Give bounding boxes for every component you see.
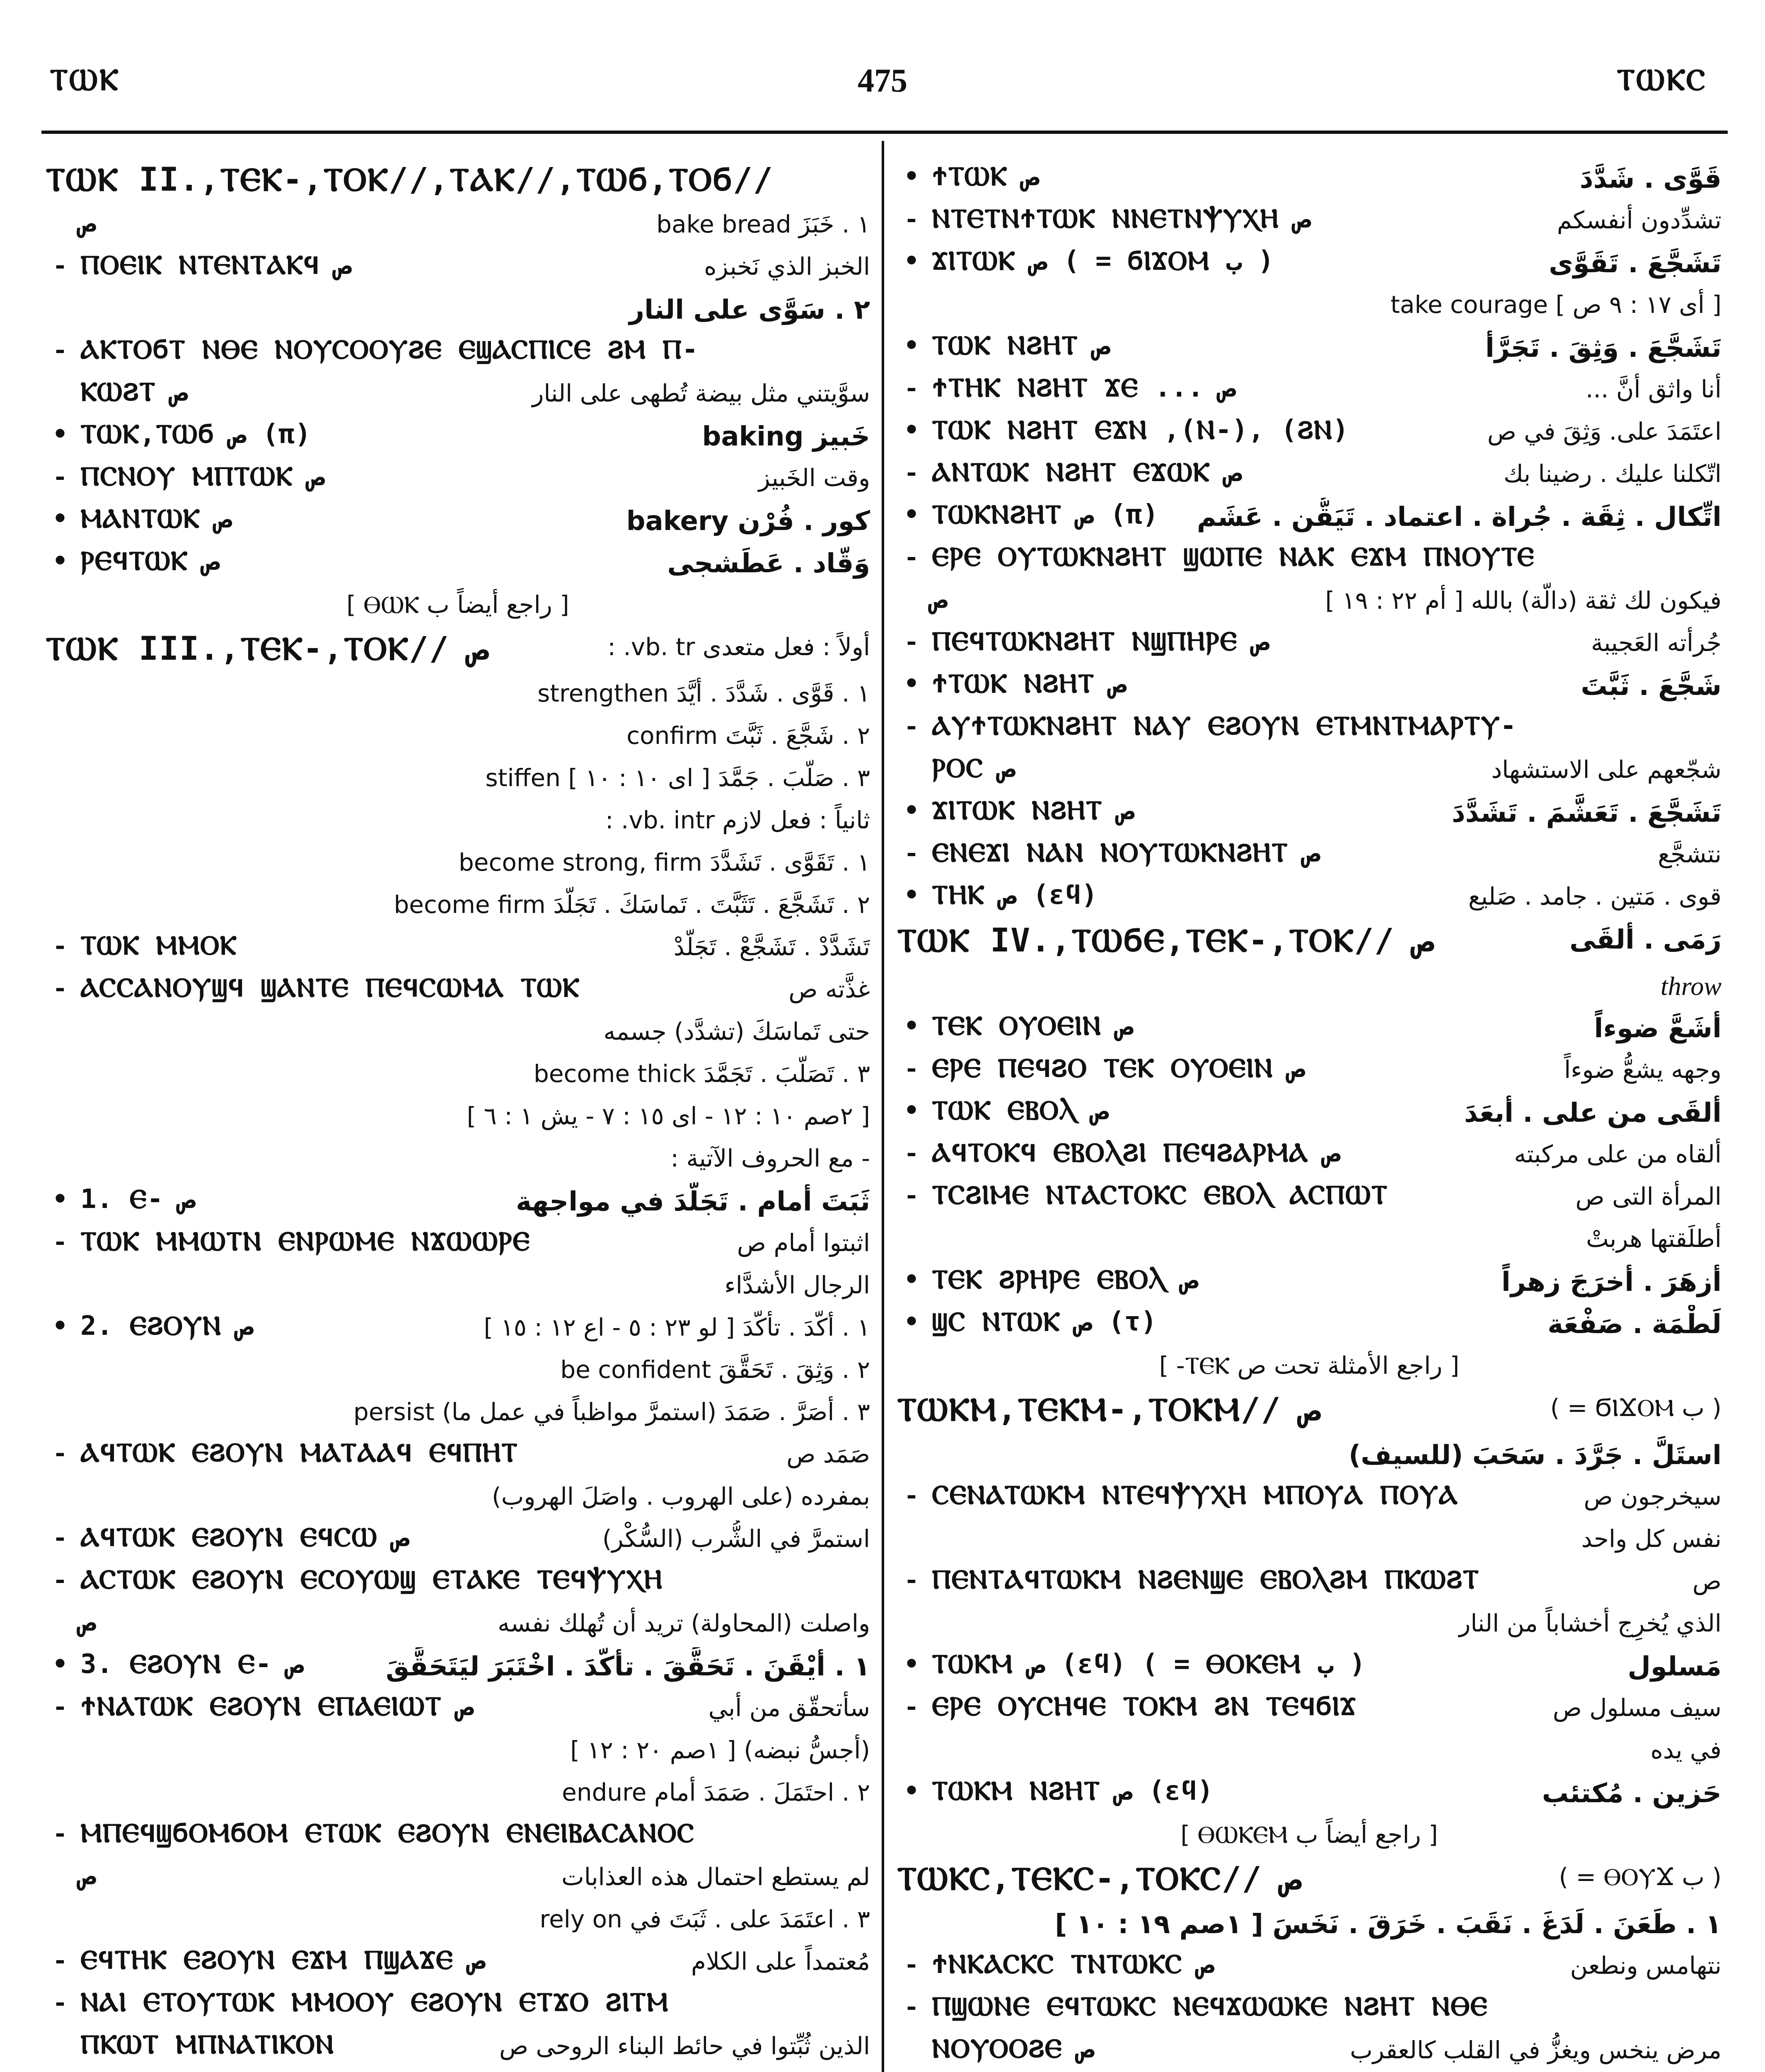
entry-line	[46, 544, 870, 586]
definition-text: ١ . قَوَّى . شَدَّدَ . أيَّدَ strengthen	[537, 679, 870, 707]
definition-text: ثانياً : فعل لازم vb. intr. :	[605, 806, 870, 834]
dash-marker: -	[906, 712, 917, 741]
dash-marker: -	[55, 462, 65, 491]
entry-line	[897, 413, 1721, 455]
bullet-marker: •	[903, 669, 920, 698]
definition-text: ٣ . اعتَمَدَ على . ثَبَتَ في rely on	[539, 1905, 870, 1933]
entry-line	[897, 371, 1721, 413]
headword-line	[897, 1859, 1721, 1905]
definition-text: نتهامس ونطعن	[1570, 1951, 1721, 1980]
header-rule	[41, 131, 1728, 134]
coptic-text: ص	[80, 1860, 97, 1891]
entry-line	[897, 1816, 1721, 1859]
headword: ⲦⲰⲔ IV.,ⲦⲰϬⲈ,ⲦⲈⲔ-,ⲦⲞⲔ// ص	[897, 922, 1435, 959]
coptic-text: ⲤⲈⲚⲀⲦⲰⲔⲘ ⲚⲦⲈϤⲮⲨⲬⲎ ⲘⲠⲞⲨⲀ ⲠⲞⲨⲀ	[932, 1480, 1458, 1510]
coptic-text: ϮⲦⲰⲔ ص	[932, 161, 1040, 192]
definition-text: نفس كل واحد	[1581, 1525, 1721, 1553]
entry-line	[897, 1520, 1721, 1563]
dash-marker: -	[55, 931, 65, 960]
definition-text: ١ . تَقَوَّى . تَشَدَّدَ become strong, firm	[458, 848, 870, 876]
entry-line	[46, 1563, 870, 1605]
cross-reference: [ راجع أيضاً ب ⲐⲰⲔ ]	[346, 591, 569, 619]
definition-text: throw	[1661, 971, 1721, 1001]
coptic-text: ⲦⲤϨⲒⲘⲈ ⲚⲦⲀⲤⲦⲞⲔⲤ ⲈⲂⲞⲖ ⲀⲤⲠⲰⲦ	[932, 1180, 1388, 1210]
definition-text: خَبيز baking	[702, 421, 870, 452]
entry-line	[897, 836, 1721, 878]
dash-marker: -	[906, 542, 917, 571]
entry-line	[46, 1098, 870, 1140]
entry-line	[46, 586, 870, 629]
coptic-text: ⲈϤⲦⲎⲔ ⲈϨⲞⲨⲚ ⲈϪⲘ ⲠϢⲀϪⲈ ص	[80, 1945, 486, 1975]
entry-line	[46, 929, 870, 971]
bullet-marker: •	[903, 247, 920, 276]
entry-line	[46, 502, 870, 544]
coptic-text: ص	[932, 584, 948, 615]
running-head-left: ⲦⲰⲔ	[50, 62, 120, 97]
coptic-text: ⲘⲠⲈϤϢϬⲞⲘϬⲞⲘ ⲈⲦⲰⲔ ⲈϨⲞⲨⲚ ⲈⲚⲈⲒⲂⲀⲤⲀⲚⲞⲤ	[80, 1818, 695, 1849]
definition-text: ص	[1692, 1567, 1721, 1595]
coptic-text: ⲠϢⲰⲚⲈ ⲈϤⲦⲰⲔⲤ ⲚⲈϤϪⲰⲰⲔⲈ ⲚϨⲎⲦ ⲚⲐⲈ	[932, 1991, 1488, 2022]
entry-line	[46, 1140, 870, 1182]
coptic-text: ⲦⲰⲔⲘ ⲚϨⲎⲦ ص (εϥ)	[932, 1776, 1214, 1806]
entry-line	[897, 1947, 1721, 1990]
definition-text: شَجَّعَ . ثَبَّتَ	[1581, 671, 1721, 702]
entry-line	[897, 878, 1721, 920]
definition-text: الذي يُخرِج أخشاباً من النار	[1459, 1609, 1721, 1637]
definition-text: ٢ . احتَمَلَ . صَمَدَ أمام endure	[562, 1778, 870, 1806]
definition-text: واصلت (المحاولة) تريد أن تُهلك نفسه	[498, 1609, 870, 1637]
bullet-marker: •	[52, 504, 68, 533]
coptic-text: ϮⲦⲎⲔ ⲚϨⲎⲦ ϪⲈ ... ص	[932, 373, 1236, 403]
coptic-text: ⲀⲨϮⲦⲰⲔⲚϨⲎⲦ ⲚⲀⲨ ⲈϨⲞⲨⲚ ⲈⲦⲘⲚⲦⲘⲀⲢⲦⲨ-	[932, 711, 1517, 741]
entry-line	[897, 709, 1721, 751]
entry-line	[46, 1267, 870, 1309]
definition-text: ١ . أكّدَ . تأكّدَ [ لو ٢٣ : ٥ - اع ١٢ : ١٥ ]	[484, 1313, 870, 1341]
coptic-text: ⲠⲔⲰⲦ ⲘⲠⲚⲀⲦⲒⲔⲞⲚ	[80, 2029, 334, 2060]
dash-marker: -	[906, 1181, 917, 1210]
coptic-text: ⲈⲢⲈ ⲞⲨⲦⲰⲔⲚϨⲎⲦ ϢⲰⲠⲈ ⲚⲀⲔ ⲈϪⲘ ⲠⲚⲞⲨⲦⲈ	[932, 542, 1535, 572]
dash-marker: -	[906, 838, 917, 867]
definition-text: ألقاه من على مركبته	[1514, 1140, 1721, 1168]
bullet-marker: •	[903, 1096, 920, 1125]
definition-text: المرأة التى ص	[1575, 1182, 1721, 1210]
coptic-text: ⲠⲞⲈⲒⲔ ⲚⲦⲈⲚⲦⲀⲔϤ ص	[80, 250, 352, 281]
definition-text: أطلَقتها هربتْ	[1586, 1225, 1721, 1253]
definition-text: بمفرده (على الهروب . واصَلَ الهروب)	[492, 1482, 870, 1510]
entry-line	[897, 1094, 1721, 1136]
coptic-text: ⲦⲈⲔ ϨⲢⲎⲢⲈ ⲈⲂⲞⲖ ص	[932, 1264, 1199, 1295]
entry-line	[46, 1309, 870, 1351]
definition-text: تَشَجَّعَ . وَثِقَ . تَجَرَّأ	[1485, 333, 1721, 363]
coptic-text: 3. ⲈϨⲞⲨⲚ Ⲉ- ص	[80, 1649, 304, 1680]
entry-line	[46, 2070, 870, 2072]
entry-line	[897, 1051, 1721, 1094]
coptic-text: ⲦⲰⲔ ⲘⲘⲰⲦⲚ ⲈⲚⲢⲰⲘⲈ ⲚϪⲰⲰⲢⲈ	[80, 1226, 530, 1257]
coptic-text: ⲚⲞⲨⲞⲞϨⲈ ص	[932, 2033, 1095, 2064]
coptic-text: ⲦⲰⲔ ⲘⲘⲞⲔ	[80, 930, 237, 961]
entry-line	[46, 1774, 870, 1816]
coptic-text: ϮⲚⲀⲦⲰⲔ ⲈϨⲞⲨⲚ ⲈⲠⲀⲈⲒⲰⲦ ص	[80, 1691, 474, 1722]
entry-line	[46, 2028, 870, 2070]
dash-marker: -	[55, 1438, 65, 1467]
entry-line	[897, 286, 1721, 329]
dash-marker: -	[906, 1565, 917, 1594]
coptic-text: ⲀⲤⲤⲀⲚⲞⲨϢϤ ϢⲀⲚⲦⲈ ⲠⲈϤⲤⲰⲘⲀ ⲦⲰⲔ	[80, 973, 580, 1003]
definition-text: وجهه يشعُّ ضوءاً	[1564, 1055, 1721, 1084]
dash-marker: -	[906, 204, 917, 233]
definition-text: مُعتمداً على الكلام	[691, 1947, 870, 1975]
headword-line	[897, 920, 1721, 967]
definition-text: رَمَى . ألقَى	[1569, 925, 1721, 955]
definition-text: فيكون لك ثقة (دالَّة) بالله [ أم ٢٢ : ١٩ ]	[1325, 586, 1721, 615]
bullet-marker: •	[903, 881, 920, 910]
entry-line	[897, 1436, 1721, 1478]
headword: ⲦⲰⲔ III.,ⲦⲈⲔ-,ⲦⲞⲔ// ص	[46, 630, 489, 668]
entry-line	[46, 290, 870, 333]
definition-text: ١ . خَبَزَ bake bread	[656, 210, 870, 238]
coptic-text: ⲚⲀⲒ ⲈⲦⲞⲨⲦⲰⲔ ⲘⲘⲞⲞⲨ ⲈϨⲞⲨⲚ ⲈⲦϪⲞ ϨⲒⲦⲘ	[80, 1987, 669, 2018]
definition-text: نتشجَّع	[1658, 840, 1721, 868]
definition-text: ألقَى من على . أبعَدَ	[1464, 1098, 1721, 1128]
entry-line	[897, 625, 1721, 667]
coptic-text: ϮⲚⲔⲀⲤⲔⲤ ⲦⲚⲦⲰⲔⲤ ص	[932, 1949, 1215, 1980]
definition-text: ٣ . صَلَّبَ . جَمَّدَ [ اى ١٠ : ١٠ ] stiffen	[485, 764, 870, 792]
coptic-text: ⲀⲚⲦⲰⲔ ⲚϨⲎⲦ ⲈϪⲰⲔ ص	[932, 457, 1243, 488]
definition-text: ٢ . سَوَّى على النار	[629, 295, 870, 325]
entry-line	[897, 1690, 1721, 1732]
coptic-text: ⲦⲰⲔ ⲈⲂⲞⲖ ص	[932, 1095, 1109, 1126]
definition-text: اعتَمَدَ على. وَثِقَ في ص	[1487, 417, 1721, 445]
definition-text: أزهَرَ . أخرَجَ زهراً	[1501, 1267, 1721, 1297]
bullet-marker: •	[52, 420, 68, 449]
entry-line	[897, 2032, 1721, 2072]
definition-text: تَشَجَّعَ . تَقَوَّى	[1549, 248, 1721, 279]
entry-line	[897, 329, 1721, 371]
dash-marker: -	[55, 1523, 65, 1552]
entry-line	[46, 760, 870, 802]
dash-marker: -	[906, 1992, 917, 2021]
coptic-text: ⲘⲀⲚⲦⲰⲔ ص	[80, 503, 232, 534]
dash-marker: -	[906, 1481, 917, 1510]
headword-line	[897, 1389, 1721, 1436]
bullet-marker: •	[903, 1012, 920, 1041]
definition-text: ٢ . وَثِقَ . تَحَقَّقَ be confident	[560, 1356, 870, 1384]
entry-line	[46, 1478, 870, 1520]
entry-line	[897, 667, 1721, 709]
entry-line	[897, 1605, 1721, 1647]
entry-line	[46, 1013, 870, 1055]
entry-line	[46, 1732, 870, 1774]
definition-text: تَشَدَّدْ . تَشَجَّعْ . تَجَلَّدْ	[673, 933, 870, 961]
entry-line	[897, 1136, 1721, 1178]
coptic-text: ⲦⲰⲔⲘ ص (εϥ) ( = ⲐⲞⲔⲈⲘ ب )	[932, 1649, 1366, 1680]
coptic-text: ⲠⲤⲚⲞⲨ ⲘⲠⲦⲰⲔ ص	[80, 461, 325, 492]
entry-line	[46, 1394, 870, 1436]
entry-line	[46, 675, 870, 717]
definition-text: الخبز الذي نَخبزه	[704, 252, 870, 281]
entry-line	[897, 1563, 1721, 1605]
definition-text: ( ب ⲐⲞⲨϪ = )	[1559, 1863, 1721, 1891]
coptic-text: ϮⲦⲰⲔ ⲚϨⲎⲦ ص	[932, 668, 1127, 699]
dash-marker: -	[55, 1227, 65, 1256]
coptic-text: ⲀϤⲦⲞⲔϤ ⲈⲂⲞⲖϨⲒ ⲠⲈϤϨⲀⲢⲘⲀ ص	[932, 1138, 1341, 1168]
definition-text: أنا واثق أنَّ ...	[1586, 375, 1721, 403]
dash-marker: -	[55, 335, 65, 364]
bullet-marker: •	[52, 1185, 68, 1214]
bullet-marker: •	[903, 162, 920, 191]
coptic-text: ϪⲒⲦⲰⲔ ص ( = ϬⲒϪⲞⲘ ب )	[932, 246, 1274, 276]
bullet-marker: •	[52, 1650, 68, 1679]
definition-text: مرض ينخس ويغزُّ في القلب كالعقرب	[1350, 2036, 1721, 2064]
dash-marker: -	[55, 1819, 65, 1848]
entry-line	[46, 1690, 870, 1732]
coptic-text: ⲠⲈϤⲦⲰⲔⲚϨⲎⲦ ⲚϢⲠⲎⲢⲈ ص	[932, 626, 1270, 657]
entry-line	[897, 455, 1721, 498]
entry-line	[46, 417, 870, 460]
dash-marker: -	[906, 373, 917, 402]
coptic-text: ⲦⲎⲔ ص (εϥ)	[932, 880, 1098, 910]
bullet-marker: •	[52, 547, 68, 576]
entry-line	[46, 1520, 870, 1563]
definition-text: تشدِّدون أنفسكم	[1557, 206, 1721, 234]
definition-text: تَشَجَّعَ . تَعَشَّمَ . تَشَدَّدَ	[1451, 798, 1721, 828]
definition-text: وقت الخَبيز	[758, 464, 870, 492]
entry-line	[897, 1305, 1721, 1347]
definition-text: حَزين . مُكتئب	[1542, 1778, 1721, 1809]
definition-text: ثَبَتَ أمام . تَجَلَّدَ في مواجهة	[516, 1186, 870, 1217]
dash-marker: -	[55, 1692, 65, 1721]
definition-text: ٢ . تَشَجَّعَ . تَثَبَّتَ . تَماسَكَ . تَجَلَّدَ become firm	[394, 891, 870, 919]
dash-marker: -	[906, 1950, 917, 1979]
entry-line	[897, 202, 1721, 244]
entry-line	[46, 375, 870, 417]
column-divider	[882, 141, 884, 2072]
coptic-text: ⲦⲰⲔ ⲚϨⲎⲦ ⲈϪⲚ ,(Ⲛ-), (ϨⲚ)	[932, 415, 1349, 445]
entry-line	[46, 1055, 870, 1098]
definition-text: استَلَّ . جَرَّدَ . سَحَبَ (للسيف)	[1349, 1440, 1721, 1471]
entry-line	[897, 1009, 1721, 1051]
definition-text: ( ب ϬⲒϪⲞⲘ = )	[1550, 1394, 1721, 1422]
bullet-marker: •	[903, 416, 920, 445]
entry-line	[46, 1985, 870, 2028]
entry-line	[897, 244, 1721, 286]
coptic-text: ص	[80, 1607, 97, 1637]
definition-text: لَطْمَة . صَفْعَة	[1547, 1309, 1721, 1340]
dash-marker: -	[55, 973, 65, 1002]
entry-line	[897, 1347, 1721, 1389]
entry-line	[897, 582, 1721, 625]
headword-line	[46, 160, 870, 206]
coptic-text: ⲢⲞⲤ ص	[932, 753, 1016, 784]
coptic-text: ϪⲒⲦⲰⲔ ⲚϨⲎⲦ ص	[932, 795, 1135, 826]
cross-reference: [ راجع الأمثلة تحت ص ⲦⲈⲔ- ]	[1159, 1351, 1460, 1380]
coptic-text: 2. ⲈϨⲞⲨⲚ ص	[80, 1311, 254, 1341]
left-column	[46, 160, 870, 2072]
bullet-marker: •	[903, 500, 920, 529]
definition-text: كور . فُرْن bakery	[626, 506, 870, 537]
entry-line	[46, 1182, 870, 1225]
definition-text: غذَّته ص	[788, 975, 870, 1003]
coptic-text: ⲈⲢⲈ ⲠⲈϤϨⲞ ⲦⲈⲔ ⲞⲨⲞⲈⲒⲚ ص	[932, 1053, 1306, 1084]
cross-reference: [ راجع أيضاً ب ⲐⲰⲔⲈⲘ ]	[1180, 1820, 1438, 1849]
coptic-text: ⲀⲔⲦⲞϬⲦ ⲚⲐⲈ ⲚⲞⲨⲤⲞⲞⲨϨⲈ ⲈϢⲀⲤⲠⲒⲤⲈ ϨⲘ Ⲡ-	[80, 334, 699, 365]
entry-line	[46, 1351, 870, 1394]
entry-line	[897, 1905, 1721, 1947]
definition-text: اثبتوا أمام ص	[737, 1229, 870, 1257]
dash-marker: -	[55, 251, 65, 280]
definition-text: الرجال الأشدَّاء	[724, 1271, 870, 1299]
bullet-marker: •	[903, 1307, 920, 1336]
definition-text: أولاً : فعل متعدى vb. tr. :	[607, 633, 870, 661]
bullet-marker: •	[903, 796, 920, 825]
definition-text: أشَعَّ ضوءاً	[1594, 1013, 1721, 1044]
running-head-right: ⲦⲰⲔⲤ	[1617, 62, 1707, 97]
bullet-marker: •	[903, 1265, 920, 1294]
dash-marker: -	[906, 1138, 917, 1167]
coptic-text: ⲢⲈϤⲦⲰⲔ ص	[80, 546, 220, 576]
entry-line	[46, 717, 870, 760]
entry-line	[46, 206, 870, 248]
coptic-text: 1. Ⲉ- ص	[80, 1184, 196, 1215]
entry-line	[897, 1478, 1721, 1520]
coptic-text: ⲚⲦⲈⲦⲚϮⲦⲰⲔ ⲚⲚⲈⲦⲚⲮⲨⲬⲎ ص	[932, 203, 1311, 234]
entry-line	[46, 1943, 870, 1985]
entry-line	[46, 802, 870, 844]
bullet-marker: •	[903, 331, 920, 360]
right-column	[897, 160, 1721, 2072]
coptic-text: ص	[80, 208, 97, 238]
definition-text: ٣ . أصَرَّ . صَمَدَ (استمرَّ مواظباً في عمل ما) persist	[353, 1398, 870, 1426]
definition-text: وَقّاد . عَطَشجى	[667, 548, 870, 579]
dash-marker: -	[55, 1565, 65, 1594]
entry-line	[46, 1225, 870, 1267]
coptic-text: ⲦⲰⲔ,ⲦⲰϬ ص (π)	[80, 419, 311, 450]
entry-line	[897, 1178, 1721, 1220]
coptic-text: ϢⲤ ⲚⲦⲰⲔ ص (τ)	[932, 1307, 1157, 1337]
definition-text: مَسلول	[1627, 1651, 1721, 1682]
coptic-text: ⲔⲰϨⲦ ص	[80, 377, 189, 407]
entry-line	[46, 1901, 870, 1943]
headword: ⲦⲰⲔⲤ,ⲦⲈⲔⲤ-,ⲦⲞⲔⲤ// ص	[897, 1860, 1302, 1898]
page-number: 475	[858, 63, 907, 99]
coptic-text: ⲈⲚⲈϪⲒ ⲚⲀⲚ ⲚⲞⲨⲦⲰⲔⲚϨⲎⲦ ص	[932, 838, 1321, 868]
dash-marker: -	[906, 458, 917, 487]
entry-line	[46, 1647, 870, 1690]
definition-text: - مع الحروف الآتية :	[670, 1144, 870, 1172]
coptic-text: ⲦⲰⲔⲚϨⲎⲦ ص (π)	[932, 499, 1158, 530]
dash-marker: -	[906, 1054, 917, 1083]
entry-line	[46, 1816, 870, 1859]
entry-line	[46, 1436, 870, 1478]
definition-text: جُرأته العَجيبة	[1591, 629, 1721, 657]
dash-marker: -	[906, 1692, 917, 1721]
entry-line	[897, 498, 1721, 540]
definition-text: ١ . طَعَنَ . لَدَغَ . نَقَبَ . خَرَقَ . نَخَسَ [ ١صم ١٩ : ١٠ ]	[1055, 1909, 1721, 1940]
definition-text: قوى . مَتين . جامد . صَليع	[1468, 882, 1721, 910]
definition-text: ٣ . تَصَلَّبَ . تَجَمَّدَ become thick	[534, 1060, 870, 1088]
entry-line	[46, 971, 870, 1013]
coptic-text: ⲦⲰⲔ ⲚϨⲎⲦ ص	[932, 330, 1111, 361]
entry-line	[46, 1859, 870, 1901]
definition-text: سوَّيتني مثل بيضة تُطهى على النار	[532, 379, 870, 407]
definition-text: (أجسُّ نبضه) [ ١صم ٢٠ : ١٢ ]	[570, 1736, 870, 1764]
definition-text: ١ . أيْقَنَ . تَحَقَّقَ . تأكَّدَ . اخْتَبَرَ ليَتَحَقَّقَ	[386, 1651, 870, 1682]
definition-text: سيخرجون ص	[1584, 1482, 1721, 1510]
coptic-text: ⲦⲈⲔ ⲞⲨⲞⲈⲒⲚ ص	[932, 1011, 1134, 1041]
definition-text: قَوَّى . شَدَّدَ	[1579, 164, 1721, 194]
coptic-text: ⲀϤⲦⲰⲔ ⲈϨⲞⲨⲚ ⲘⲀⲦⲀⲀϤ ⲈϤⲠⲎⲦ	[80, 1438, 518, 1468]
entry-line	[897, 1263, 1721, 1305]
headword-line	[46, 629, 870, 675]
definition-text: الذين ثُبِّتوا في حائط البناء الروحى ص	[499, 2032, 870, 2060]
entry-line	[897, 1220, 1721, 1263]
dash-marker: -	[55, 1946, 65, 1975]
definition-text: سيف مسلول ص	[1552, 1694, 1721, 1722]
entry-line	[897, 751, 1721, 794]
definition-text: اتّكلنا عليك . رضينا بك	[1504, 460, 1721, 488]
definition-text: ٢ . شَجَّعَ . ثَبَّتَ confirm	[626, 721, 870, 750]
entry-line	[46, 844, 870, 886]
entry-line	[897, 967, 1721, 1009]
definition-text: شجّعهم على الاستشهاد	[1491, 755, 1721, 784]
dash-marker: -	[906, 627, 917, 656]
bullet-marker: •	[52, 1312, 68, 1341]
coptic-text: ⲠⲈⲚⲦⲀϤⲦⲰⲔⲘ ⲚϨⲈⲚϢⲈ ⲈⲂⲞⲖϨⲘ ⲠⲔⲰϨⲦ	[932, 1564, 1480, 1595]
definition-text: صَمَد ص	[786, 1440, 870, 1468]
entry-line	[897, 1647, 1721, 1690]
entry-line	[46, 333, 870, 375]
definition-text: سأتحقّق من أبي	[708, 1694, 870, 1722]
dash-marker: -	[55, 1988, 65, 2017]
definition-text: اتِّكال . ثِقَة . جُراة . اعتماد . تَيَقُّن . عَشَم	[1197, 502, 1721, 533]
definition-text: [ أى ١٧ : ٩ ص ] take courage	[1390, 290, 1721, 319]
bullet-marker: •	[903, 1777, 920, 1806]
definition-text: [ ٢صم ١٠ : ١٢ - اى ١٥ : ٧ - يش ١ : ٦ ]	[467, 1102, 870, 1130]
definition-text: لم يستطع احتمال هذه العذابات	[561, 1863, 870, 1891]
entry-line	[46, 886, 870, 929]
headword: ⲦⲰⲔⲘ,ⲦⲈⲔⲘ-,ⲦⲞⲔⲘ// ص	[897, 1391, 1321, 1428]
entry-line	[46, 1605, 870, 1647]
entry-line	[897, 1732, 1721, 1774]
entry-line	[46, 460, 870, 502]
entry-line	[897, 1774, 1721, 1816]
coptic-text: ⲈⲢⲈ ⲞⲨⲤⲎϤⲈ ⲦⲞⲔⲘ ϨⲚ ⲦⲈϤϬⲒϪ	[932, 1691, 1356, 1722]
bullet-marker: •	[903, 1650, 920, 1679]
entry-line	[897, 540, 1721, 582]
coptic-text: ⲀϤⲦⲰⲔ ⲈϨⲞⲨⲚ ⲈϤⲤⲰ ص	[80, 1522, 410, 1553]
definition-text: في يده	[1650, 1736, 1721, 1764]
entry-line	[897, 160, 1721, 202]
entry-line	[46, 248, 870, 290]
definition-text: حتى تَماسَكَ (تشدَّد) جسمه	[603, 1017, 870, 1046]
coptic-text: ⲀⲤⲦⲰⲔ ⲈϨⲞⲨⲚ ⲈⲤⲞⲨⲰϢ ⲈⲦⲀⲔⲈ ⲦⲈϤⲮⲨⲬⲎ	[80, 1564, 663, 1595]
entry-line	[897, 1990, 1721, 2032]
entry-line	[897, 794, 1721, 836]
headword: ⲦⲰⲔ II.,ⲦⲈⲔ-,ⲦⲞⲔ//,ⲦⲀⲔ//,ⲦⲰϬ,ⲦⲞϬ//	[46, 161, 774, 198]
definition-text: استمرَّ في الشُّرب (السُّكْر)	[602, 1525, 870, 1553]
